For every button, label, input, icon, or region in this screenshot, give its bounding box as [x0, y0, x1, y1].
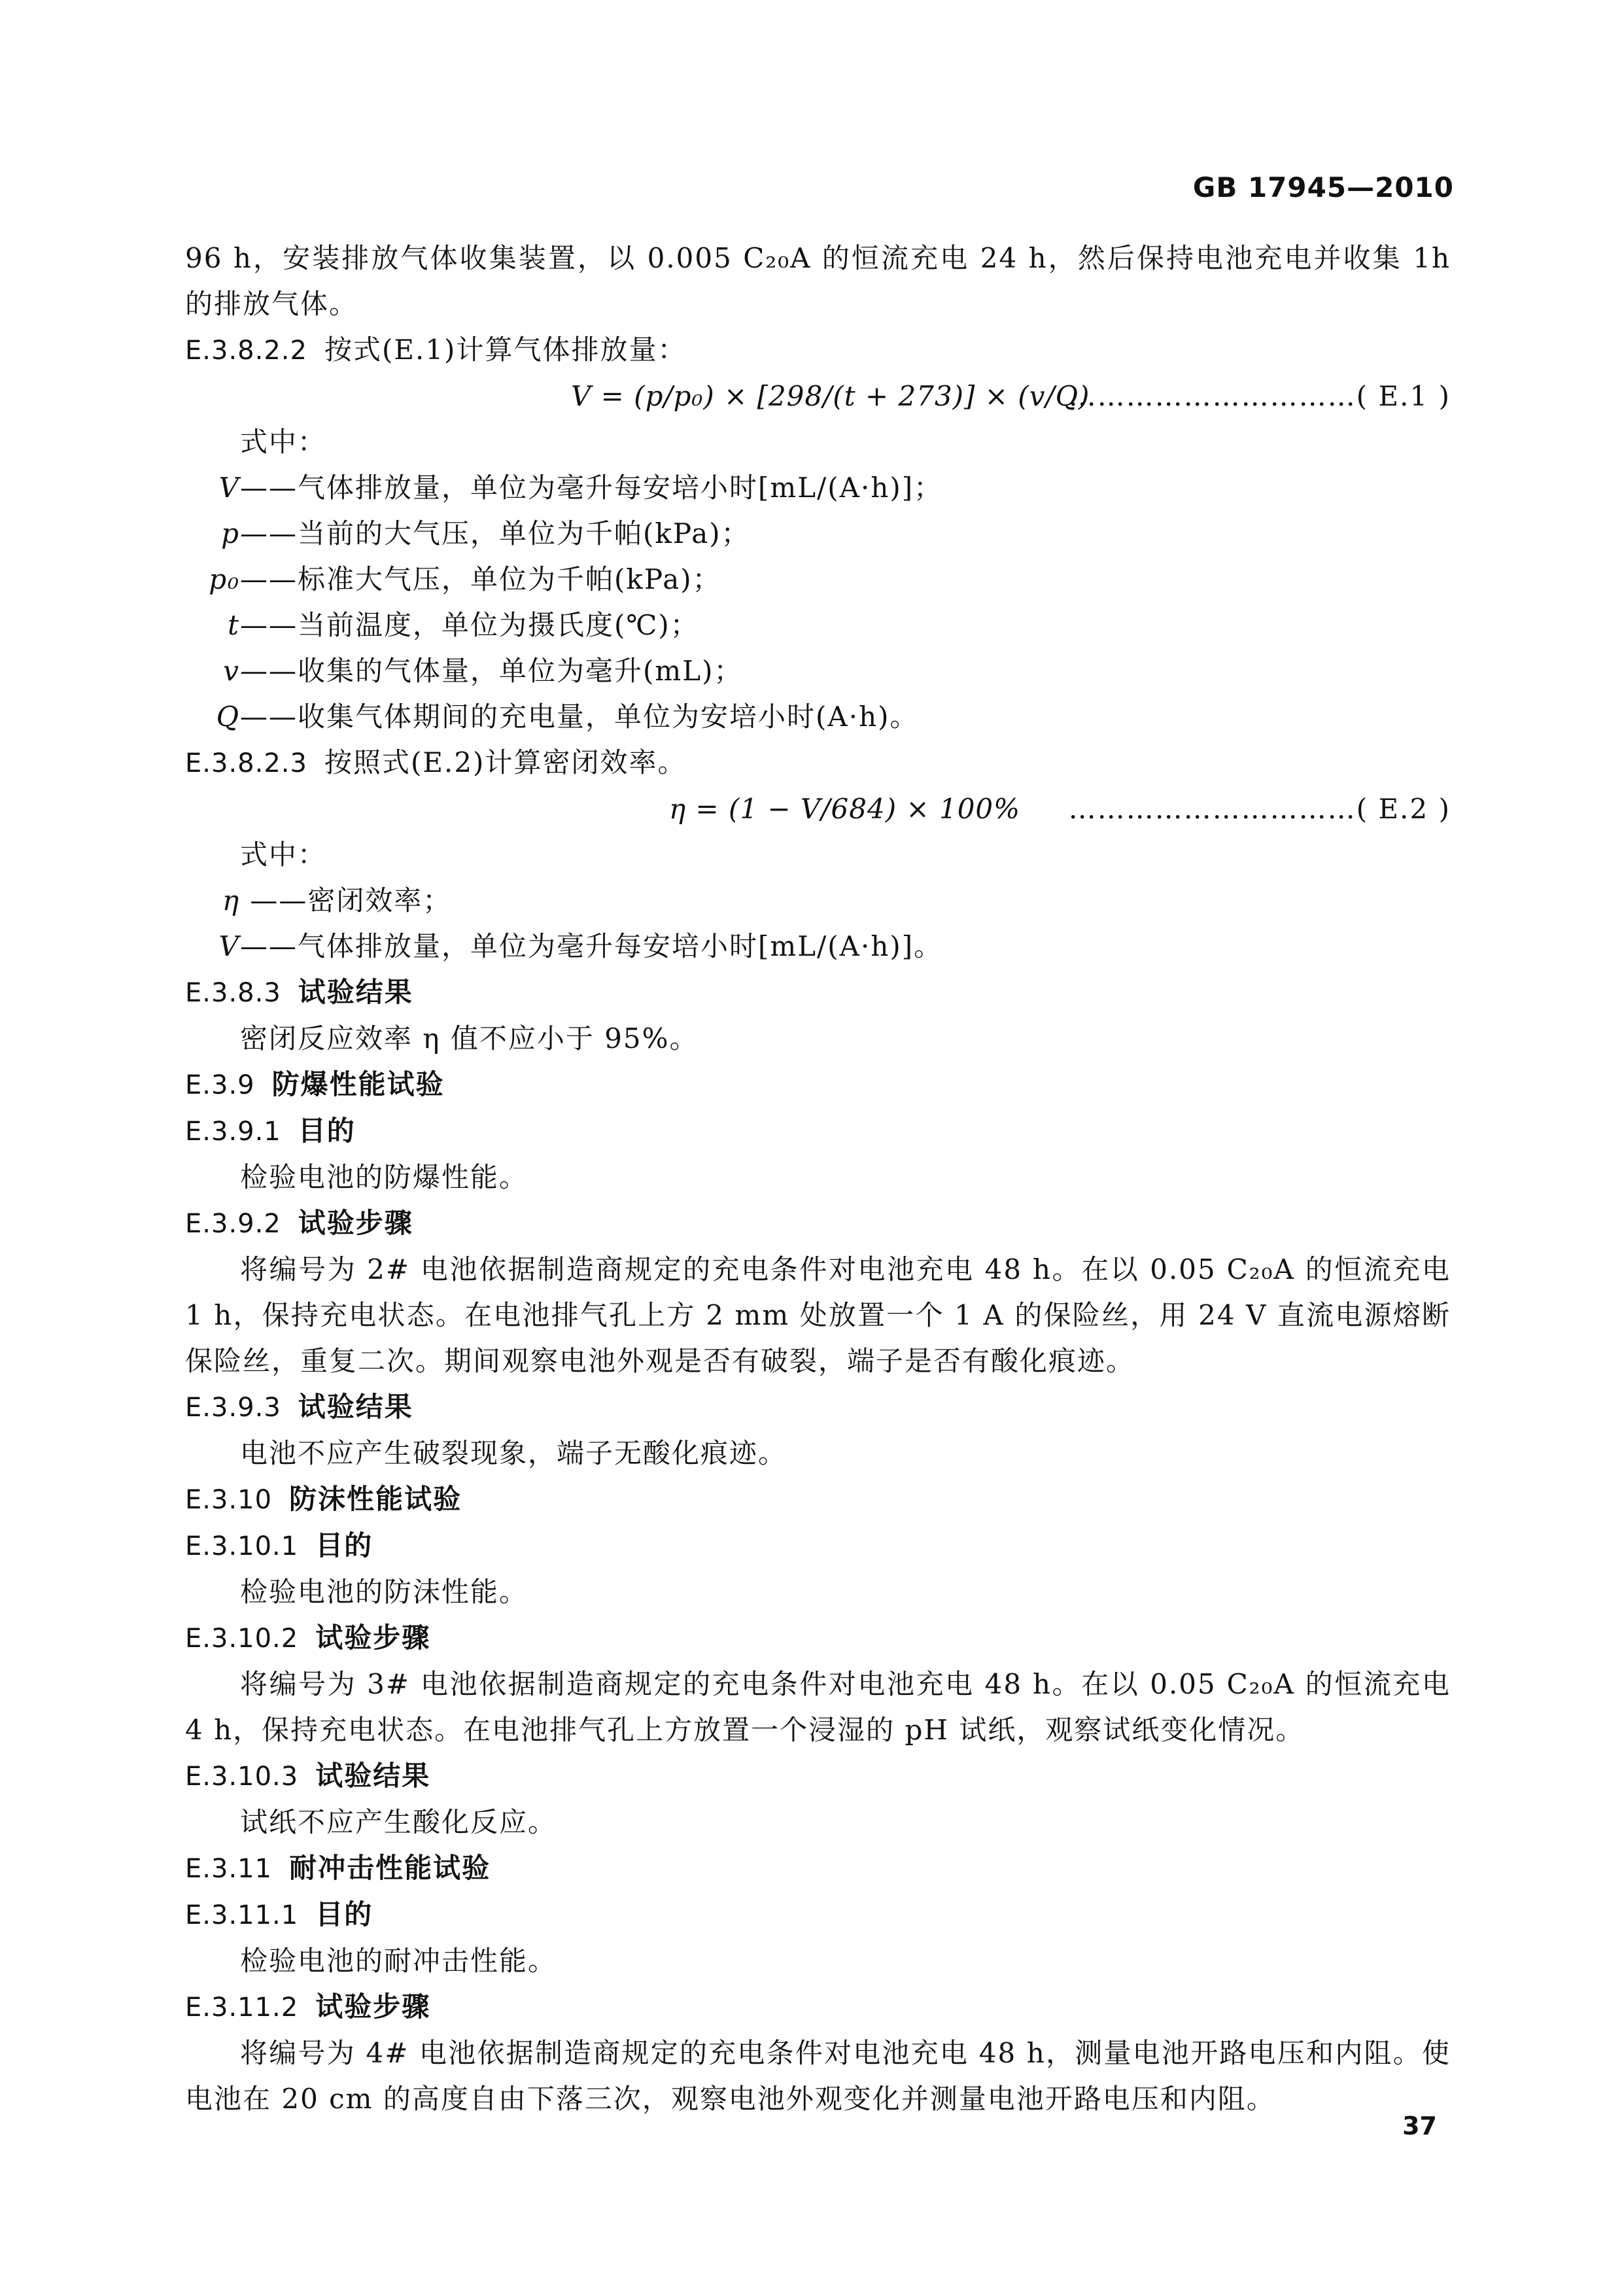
variable-definition	[185, 602, 1451, 648]
document-id: GB 17945—2010	[1192, 171, 1454, 203]
body-text: 检验电池的防爆性能。	[240, 1161, 528, 1193]
body-text: 检验电池的耐冲击性能。	[240, 1945, 557, 1977]
clause-number: E.3.8.3	[185, 978, 281, 1008]
clause-number: E.3.10	[185, 1485, 273, 1515]
equation-number: …………………………( E.2 )	[1068, 793, 1451, 825]
clause-title: 试验步骤	[298, 1207, 413, 1239]
clause-title: 试验步骤	[315, 1991, 431, 2023]
clause-number: E.3.8.2.3	[185, 748, 307, 778]
clause-title: 目的	[298, 1115, 356, 1147]
clause-heading	[185, 740, 1451, 786]
formula-expression: η = (1 − V/684) × 100%	[669, 793, 1021, 825]
variable-description: ——当前温度，单位为摄氏度(℃)；	[240, 609, 699, 641]
clause-number: E.3.11.2	[185, 1992, 299, 2023]
clause-heading	[185, 1200, 1451, 1247]
clause-title: 试验结果	[315, 1760, 431, 1792]
clause-title: 防爆性能试验	[271, 1068, 445, 1100]
clause-title: 按式(E.1)计算气体排放量：	[324, 334, 687, 366]
body-paragraph: 将编号为 3# 电池依据制造商规定的充电条件对电池充电 48 h。在以 0.05 C₂₀A 的恒流充电 4 h，保持充电状态。在电池排气孔上方放置一个浸湿的 pH 试纸，观察试纸变化情况。	[185, 1668, 1451, 1746]
variable-symbol: V	[218, 930, 240, 962]
variable-symbol: Q	[216, 701, 240, 733]
clause-heading	[185, 1523, 1451, 1569]
clause-number: E.3.9.2	[185, 1209, 281, 1239]
document-body	[185, 235, 1451, 2122]
variable-definition	[185, 924, 1451, 969]
body-paragraph: 将编号为 4# 电池依据制造商规定的充电条件对电池充电 48 h，测量电池开路电压和内阻。使电池在 20 cm 的高度自由下落三次，观察电池外观变化并测量电池开路电压和内阻。	[185, 2037, 1451, 2115]
clause-title: 防沫性能试验	[289, 1483, 462, 1515]
clause-heading	[185, 327, 1451, 374]
clause-heading	[185, 1108, 1451, 1155]
clause-title: 耐冲击性能试验	[289, 1852, 491, 1884]
clause-title: 试验结果	[298, 1391, 413, 1423]
clause-heading	[185, 1753, 1451, 1800]
variable-symbol: p	[221, 517, 240, 549]
clause-number: E.3.10.1	[185, 1531, 299, 1561]
variable-symbol: p₀	[209, 563, 240, 595]
clause-title: 试验结果	[298, 976, 413, 1008]
clause-number: E.3.10.2	[185, 1624, 299, 1654]
variable-definition	[185, 878, 1451, 924]
clause-number: E.3.9.1	[185, 1117, 281, 1147]
clause-title: 目的	[315, 1529, 373, 1561]
variable-description: ——气体排放量，单位为毫升每安培小时[mL/(A·h)]。	[240, 930, 943, 962]
variable-definition	[185, 465, 1451, 511]
clause-number: E.3.9	[185, 1070, 255, 1100]
body-text: 电池不应产生破裂现象，端子无酸化痕迹。	[240, 1437, 787, 1469]
clause-heading	[185, 1476, 1451, 1523]
variable-definition	[185, 694, 1451, 740]
clause-heading	[185, 969, 1451, 1016]
body-text: 96 h，安装排放气体收集装置，以 0.005 C₂₀A 的恒流充电 24 h，然后保持电池充电并收集 1h 的排放气体。	[185, 242, 1451, 320]
clause-title: 按照式(E.2)计算密闭效率。	[324, 746, 687, 778]
page-number: 37	[1402, 2112, 1437, 2140]
body-text: 试纸不应产生酸化反应。	[240, 1806, 557, 1838]
clause-number: E.3.11	[185, 1854, 273, 1884]
body-paragraph: 将编号为 2# 电池依据制造商规定的充电条件对电池充电 48 h。在以 0.05 C₂₀A 的恒流充电 1 h，保持充电状态。在电池排气孔上方 2 mm 处放置一个 1 A 的保险丝，用 24 V 直流电源熔断保险丝，重复二次。期间观察电池外观是否有破裂，端子是否有酸化痕迹。	[185, 1253, 1451, 1377]
variable-symbol: V	[218, 472, 240, 504]
clause-heading	[185, 1384, 1451, 1431]
clause-number: E.3.9.3	[185, 1393, 281, 1423]
variable-description: ——密闭效率；	[240, 884, 452, 916]
equation-number: …………………………( E.1 )	[1068, 380, 1451, 412]
clause-title: 试验步骤	[315, 1622, 431, 1654]
clause-heading	[185, 1892, 1451, 1938]
clause-heading	[185, 1062, 1451, 1108]
body-text: 式中：	[240, 839, 327, 871]
clause-heading	[185, 1845, 1451, 1892]
clause-number: E.3.10.3	[185, 1762, 299, 1792]
variable-description: ——标准大气压，单位为千帕(kPa)；	[240, 563, 721, 595]
variable-description: ——收集的气体量，单位为毫升(mL)；	[240, 655, 743, 687]
formula	[185, 786, 1451, 832]
variable-symbol: t	[228, 609, 240, 641]
variable-definition	[185, 648, 1451, 694]
variable-description: ——气体排放量，单位为毫升每安培小时[mL/(A·h)]；	[240, 472, 943, 504]
body-text: 密闭反应效率 η 值不应小于 95%。	[240, 1022, 699, 1054]
clause-title: 目的	[315, 1898, 373, 1930]
formula-expression: V = (p/p₀) × [298/(t + 273)] × (v/Q)	[571, 380, 1090, 412]
variable-description: ——收集气体期间的充电量，单位为安培小时(A·h)。	[240, 701, 919, 733]
clause-heading	[185, 1615, 1451, 1661]
clause-number: E.3.8.2.2	[185, 336, 307, 366]
formula	[185, 374, 1451, 419]
variable-symbol: η	[222, 884, 240, 916]
clause-number: E.3.11.1	[185, 1900, 299, 1930]
variable-description: ——当前的大气压，单位为千帕(kPa)；	[240, 517, 750, 549]
variable-symbol: v	[223, 655, 240, 687]
body-text: 检验电池的防沫性能。	[240, 1576, 528, 1608]
variable-definition	[185, 557, 1451, 602]
body-text: 式中：	[240, 426, 327, 458]
variable-definition	[185, 511, 1451, 557]
clause-heading	[185, 1984, 1451, 2030]
